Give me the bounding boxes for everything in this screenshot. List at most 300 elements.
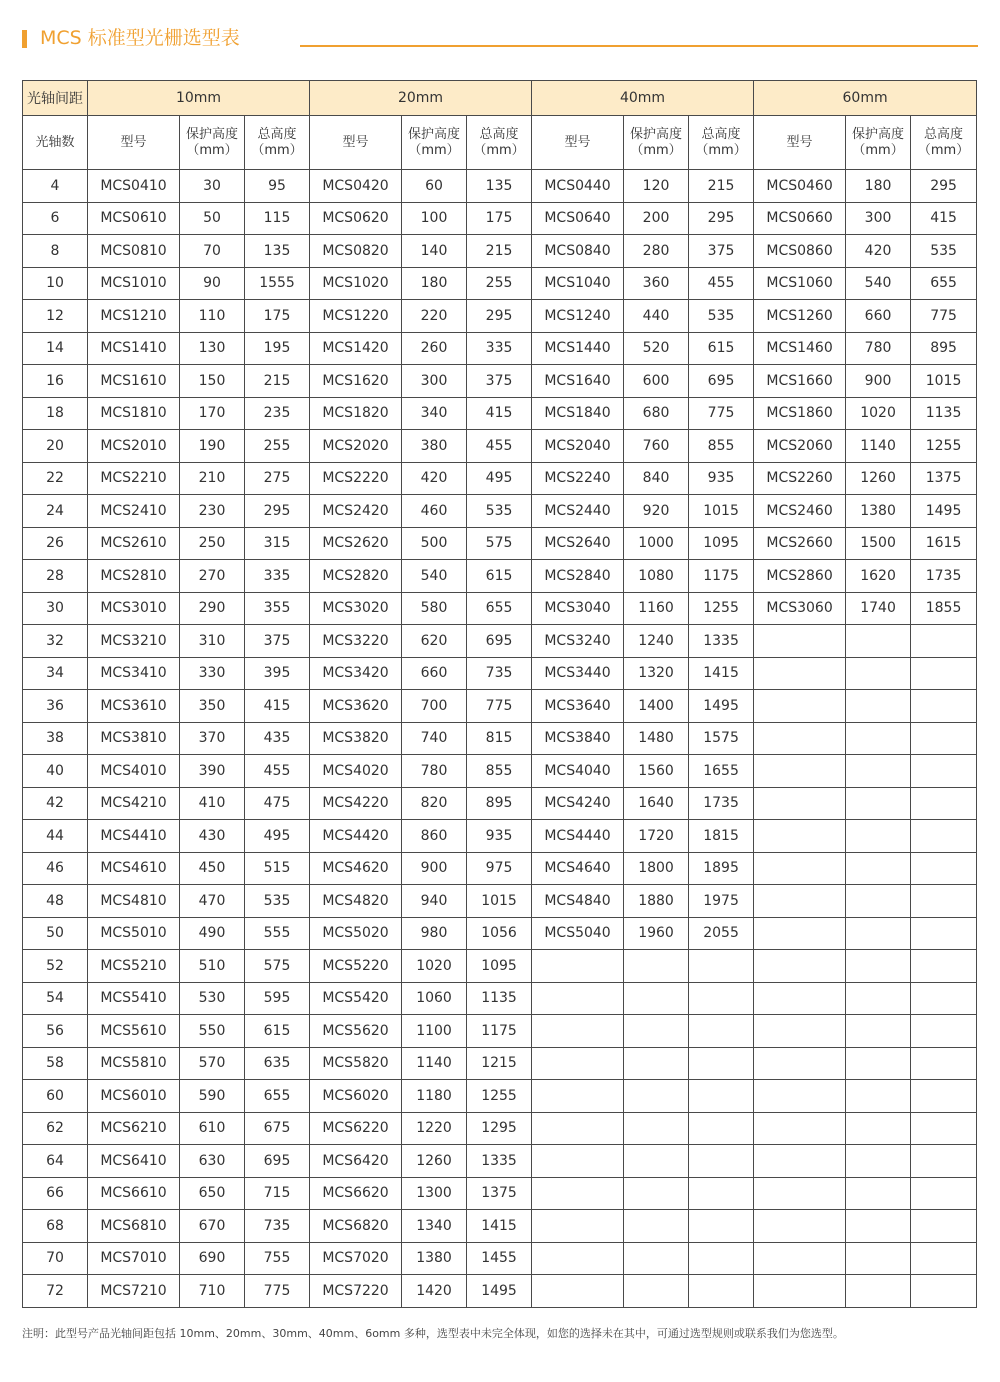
model-cell: MCS2820 [310,560,402,593]
model-cell: MCS6420 [310,1145,402,1178]
total-height-cell: 375 [245,625,310,658]
model-cell [754,917,846,950]
protect-height-cell [624,1145,689,1178]
model-cell: MCS2410 [88,495,180,528]
total-height-cell [911,1210,977,1243]
table-row [23,1047,977,1080]
total-height-cell: 455 [245,755,310,788]
axis-count-cell: 64 [23,1145,88,1178]
model-cell: MCS6620 [310,1177,402,1210]
model-cell: MCS1640 [532,365,624,398]
total-height-cell: 255 [467,267,532,300]
total-height-cell [911,820,977,853]
model-cell: MCS1240 [532,300,624,333]
protect-height-cell [624,1177,689,1210]
protect-height-cell: 1560 [624,755,689,788]
total-height-cell: 375 [689,235,754,268]
total-height-cell: 1815 [689,820,754,853]
total-height-cell: 895 [911,332,977,365]
spacing-group-header: 20mm [310,81,532,116]
protect-height-cell: 1640 [624,787,689,820]
table-row [23,1145,977,1178]
total-height-cell [911,885,977,918]
total-height-cell: 855 [689,430,754,463]
protect-height-cell: 1740 [846,592,911,625]
model-header: 型号 [88,116,180,170]
model-cell: MCS4620 [310,852,402,885]
selection-table [22,80,977,1308]
protect-height-cell: 510 [180,950,245,983]
protect-height-cell [846,1112,911,1145]
protect-height-cell: 670 [180,1210,245,1243]
total-height-cell: 695 [689,365,754,398]
model-cell [754,1112,846,1145]
total-height-cell: 1375 [467,1177,532,1210]
protect-height-cell: 500 [402,527,467,560]
total-height-cell: 735 [467,657,532,690]
model-cell: MCS2240 [532,462,624,495]
protect-height-cell: 1100 [402,1015,467,1048]
total-height-cell [911,1242,977,1275]
protect-height-cell: 650 [180,1177,245,1210]
table-row [23,657,977,690]
protect-height-cell: 450 [180,852,245,885]
total-height-cell [689,1275,754,1308]
model-cell: MCS0640 [532,202,624,235]
protect-height-cell: 1420 [402,1275,467,1308]
protect-height-cell: 620 [402,625,467,658]
model-cell [754,722,846,755]
table-row [23,495,977,528]
table-row [23,1210,977,1243]
protect-height-cell: 780 [846,332,911,365]
total-height-cell [911,1145,977,1178]
table-row [23,462,977,495]
model-cell: MCS5020 [310,917,402,950]
protect-height-cell: 1380 [846,495,911,528]
axis-count-cell: 72 [23,1275,88,1308]
total-height-cell [689,1015,754,1048]
protect-height-cell: 150 [180,365,245,398]
protect-height-cell [624,1112,689,1145]
total-height-cell: 235 [245,397,310,430]
total-height-cell: 1335 [689,625,754,658]
table-body [23,170,977,1308]
model-cell: MCS1610 [88,365,180,398]
total-height-cell [911,787,977,820]
protect-height-cell [846,885,911,918]
table-row [23,365,977,398]
protect-height-cell: 290 [180,592,245,625]
protect-height-cell: 300 [846,202,911,235]
model-cell: MCS1460 [754,332,846,365]
protect-height-cell: 1380 [402,1242,467,1275]
protect-height-cell: 1020 [402,950,467,983]
model-cell: MCS0820 [310,235,402,268]
model-cell: MCS1060 [754,267,846,300]
axis-count-cell: 68 [23,1210,88,1243]
axis-count-cell: 50 [23,917,88,950]
spacing-corner-header: 光轴间距 [23,81,88,116]
table-row [23,787,977,820]
protect-height-cell: 1260 [402,1145,467,1178]
total-height-cell: 255 [245,430,310,463]
model-cell: MCS2420 [310,495,402,528]
protect-height-cell [624,1242,689,1275]
model-cell: MCS4240 [532,787,624,820]
axis-count-cell: 12 [23,300,88,333]
table-row [23,820,977,853]
axis-count-cell: 62 [23,1112,88,1145]
total-height-cell: 1095 [467,950,532,983]
total-height-cell [689,1145,754,1178]
total-height-cell [689,1242,754,1275]
model-cell [754,820,846,853]
total-height-cell: 695 [467,625,532,658]
protect-height-cell [846,982,911,1015]
model-cell: MCS7210 [88,1275,180,1308]
model-cell: MCS5820 [310,1047,402,1080]
model-cell: MCS2260 [754,462,846,495]
model-cell [754,1210,846,1243]
protect-height-cell: 270 [180,560,245,593]
total-height-cell: 215 [245,365,310,398]
protect-height-cell: 220 [402,300,467,333]
model-cell [754,982,846,1015]
table-row [23,300,977,333]
axis-count-cell: 36 [23,690,88,723]
protect-height-cell: 190 [180,430,245,463]
protect-height-cell [846,1080,911,1113]
model-cell [532,1210,624,1243]
protect-height-cell [624,982,689,1015]
total-height-header: 总高度 （mm） [911,116,977,170]
title-divider [300,45,978,47]
total-height-cell: 175 [245,300,310,333]
table-row [23,1275,977,1308]
protect-height-cell: 700 [402,690,467,723]
protect-height-cell: 1020 [846,397,911,430]
table-row [23,592,977,625]
total-height-cell: 755 [245,1242,310,1275]
axis-count-cell: 70 [23,1242,88,1275]
model-cell [754,950,846,983]
protect-height-cell [846,690,911,723]
total-height-cell: 1255 [467,1080,532,1113]
protect-height-cell [846,852,911,885]
total-height-cell: 535 [467,495,532,528]
protect-height-cell: 1160 [624,592,689,625]
model-cell: MCS5610 [88,1015,180,1048]
model-header: 型号 [754,116,846,170]
model-cell [754,1145,846,1178]
model-cell: MCS2660 [754,527,846,560]
model-cell: MCS3040 [532,592,624,625]
model-cell [754,625,846,658]
protect-height-cell: 710 [180,1275,245,1308]
protect-height-cell: 1720 [624,820,689,853]
total-height-cell: 435 [245,722,310,755]
total-height-cell: 735 [245,1210,310,1243]
total-height-cell: 695 [245,1145,310,1178]
model-cell [754,1242,846,1275]
protect-height-cell: 600 [624,365,689,398]
total-height-cell: 135 [467,170,532,203]
total-height-cell: 455 [689,267,754,300]
model-cell: MCS2220 [310,462,402,495]
total-height-cell: 495 [245,820,310,853]
total-height-cell: 415 [911,202,977,235]
model-cell: MCS5040 [532,917,624,950]
axis-count-cell: 34 [23,657,88,690]
model-cell: MCS6820 [310,1210,402,1243]
model-cell: MCS7220 [310,1275,402,1308]
total-height-cell: 295 [689,202,754,235]
total-height-cell: 1975 [689,885,754,918]
total-height-cell: 95 [245,170,310,203]
model-cell: MCS4640 [532,852,624,885]
protect-height-cell [846,820,911,853]
model-cell: MCS6020 [310,1080,402,1113]
model-cell: MCS0460 [754,170,846,203]
total-height-cell: 1495 [689,690,754,723]
protect-height-cell: 30 [180,170,245,203]
model-cell: MCS4210 [88,787,180,820]
protect-height-cell: 580 [402,592,467,625]
model-cell: MCS6010 [88,1080,180,1113]
protect-height-cell [846,1210,911,1243]
protect-height-cell: 390 [180,755,245,788]
table-row [23,885,977,918]
total-height-cell: 1735 [911,560,977,593]
model-cell: MCS3640 [532,690,624,723]
model-cell: MCS4010 [88,755,180,788]
axis-count-cell: 4 [23,170,88,203]
axis-count-cell: 20 [23,430,88,463]
model-cell: MCS0810 [88,235,180,268]
protect-height-cell: 550 [180,1015,245,1048]
model-cell: MCS3820 [310,722,402,755]
table-row [23,950,977,983]
protect-height-cell: 680 [624,397,689,430]
model-cell: MCS3210 [88,625,180,658]
model-cell: MCS3060 [754,592,846,625]
table-row [23,625,977,658]
total-height-cell: 575 [245,950,310,983]
model-cell: MCS4420 [310,820,402,853]
axis-count-header: 光轴数 [23,116,88,170]
model-cell: MCS3010 [88,592,180,625]
axis-count-cell: 56 [23,1015,88,1048]
protect-height-cell: 610 [180,1112,245,1145]
total-height-cell: 1735 [689,787,754,820]
total-height-cell: 2055 [689,917,754,950]
protect-height-header: 保护高度 （mm） [846,116,911,170]
model-cell: MCS0420 [310,170,402,203]
protect-height-cell: 180 [846,170,911,203]
total-height-cell: 455 [467,430,532,463]
model-cell: MCS0410 [88,170,180,203]
protect-height-cell: 840 [624,462,689,495]
total-height-cell [689,1047,754,1080]
model-cell [754,690,846,723]
total-height-cell [911,1275,977,1308]
model-cell: MCS2610 [88,527,180,560]
protect-height-cell: 540 [402,560,467,593]
table-row [23,267,977,300]
column-header-row [23,116,977,170]
model-cell: MCS2020 [310,430,402,463]
model-cell: MCS1010 [88,267,180,300]
page-header [22,24,978,54]
total-height-cell: 375 [467,365,532,398]
model-cell [754,1080,846,1113]
axis-count-cell: 52 [23,950,88,983]
total-height-cell: 615 [689,332,754,365]
axis-count-cell: 58 [23,1047,88,1080]
model-cell [532,1177,624,1210]
protect-height-cell: 1180 [402,1080,467,1113]
protect-height-cell: 1140 [846,430,911,463]
axis-count-cell: 38 [23,722,88,755]
spacing-group-header: 40mm [532,81,754,116]
protect-height-cell: 70 [180,235,245,268]
total-height-cell: 595 [245,982,310,1015]
total-height-cell: 675 [245,1112,310,1145]
axis-count-cell: 46 [23,852,88,885]
model-cell: MCS3440 [532,657,624,690]
protect-height-cell [624,1080,689,1113]
total-height-cell [689,1112,754,1145]
total-height-cell: 855 [467,755,532,788]
protect-height-cell: 1220 [402,1112,467,1145]
model-cell: MCS4220 [310,787,402,820]
total-height-cell: 115 [245,202,310,235]
model-cell: MCS3240 [532,625,624,658]
protect-height-cell: 490 [180,917,245,950]
total-height-cell: 1015 [689,495,754,528]
table-row [23,332,977,365]
model-cell: MCS4040 [532,755,624,788]
total-height-cell: 1135 [467,982,532,1015]
protect-height-cell: 530 [180,982,245,1015]
protect-height-header: 保护高度 （mm） [624,116,689,170]
model-cell: MCS4840 [532,885,624,918]
total-height-cell: 1495 [467,1275,532,1308]
total-height-cell [911,917,977,950]
total-height-cell: 1175 [689,560,754,593]
model-cell [532,1047,624,1080]
total-height-cell: 1015 [467,885,532,918]
model-cell: MCS1040 [532,267,624,300]
model-cell: MCS5810 [88,1047,180,1080]
total-height-cell: 1255 [689,592,754,625]
table-row [23,690,977,723]
model-cell [754,657,846,690]
model-cell: MCS1410 [88,332,180,365]
total-height-cell: 775 [911,300,977,333]
total-height-cell: 1455 [467,1242,532,1275]
total-height-cell: 815 [467,722,532,755]
model-cell [532,1242,624,1275]
protect-height-cell [846,787,911,820]
total-height-cell: 1255 [911,430,977,463]
model-cell: MCS2640 [532,527,624,560]
table-row [23,202,977,235]
total-height-cell: 615 [245,1015,310,1048]
total-height-cell: 935 [467,820,532,853]
total-height-cell: 655 [467,592,532,625]
table-row [23,397,977,430]
total-height-cell: 1495 [911,495,977,528]
model-cell: MCS6610 [88,1177,180,1210]
total-height-cell [911,1080,977,1113]
page-title: MCS 标准型光栅选型表 [40,27,240,49]
protect-height-cell: 1140 [402,1047,467,1080]
total-height-cell [911,1015,977,1048]
table-row [23,852,977,885]
total-height-cell: 1015 [911,365,977,398]
total-height-cell: 775 [245,1275,310,1308]
total-height-cell: 215 [689,170,754,203]
total-height-cell: 515 [245,852,310,885]
model-cell: MCS0840 [532,235,624,268]
model-cell [532,982,624,1015]
model-cell: MCS1210 [88,300,180,333]
protect-height-cell: 440 [624,300,689,333]
table-row [23,1112,977,1145]
table-row [23,170,977,203]
model-cell: MCS3810 [88,722,180,755]
protect-height-cell: 170 [180,397,245,430]
model-cell [754,1047,846,1080]
protect-height-cell [846,657,911,690]
model-cell: MCS6810 [88,1210,180,1243]
total-height-cell: 895 [467,787,532,820]
model-cell: MCS1620 [310,365,402,398]
total-height-cell: 1135 [911,397,977,430]
total-height-header: 总高度 （mm） [245,116,310,170]
protect-height-cell: 1320 [624,657,689,690]
protect-height-cell: 370 [180,722,245,755]
total-height-cell: 535 [245,885,310,918]
model-cell: MCS0620 [310,202,402,235]
protect-height-cell [624,1047,689,1080]
model-cell: MCS7020 [310,1242,402,1275]
protect-height-cell: 230 [180,495,245,528]
protect-height-cell [846,1275,911,1308]
protect-height-cell: 1260 [846,462,911,495]
protect-height-cell: 210 [180,462,245,495]
model-cell [754,755,846,788]
model-cell [754,852,846,885]
protect-height-cell: 120 [624,170,689,203]
model-cell [532,1080,624,1113]
model-cell: MCS1860 [754,397,846,430]
total-height-cell: 415 [245,690,310,723]
axis-count-cell: 14 [23,332,88,365]
model-cell: MCS3840 [532,722,624,755]
protect-height-cell: 340 [402,397,467,430]
model-cell: MCS2460 [754,495,846,528]
model-cell: MCS7010 [88,1242,180,1275]
axis-count-cell: 16 [23,365,88,398]
model-cell: MCS3610 [88,690,180,723]
axis-count-cell: 28 [23,560,88,593]
protect-height-cell: 1620 [846,560,911,593]
total-height-cell: 555 [245,917,310,950]
total-height-header: 总高度 （mm） [467,116,532,170]
